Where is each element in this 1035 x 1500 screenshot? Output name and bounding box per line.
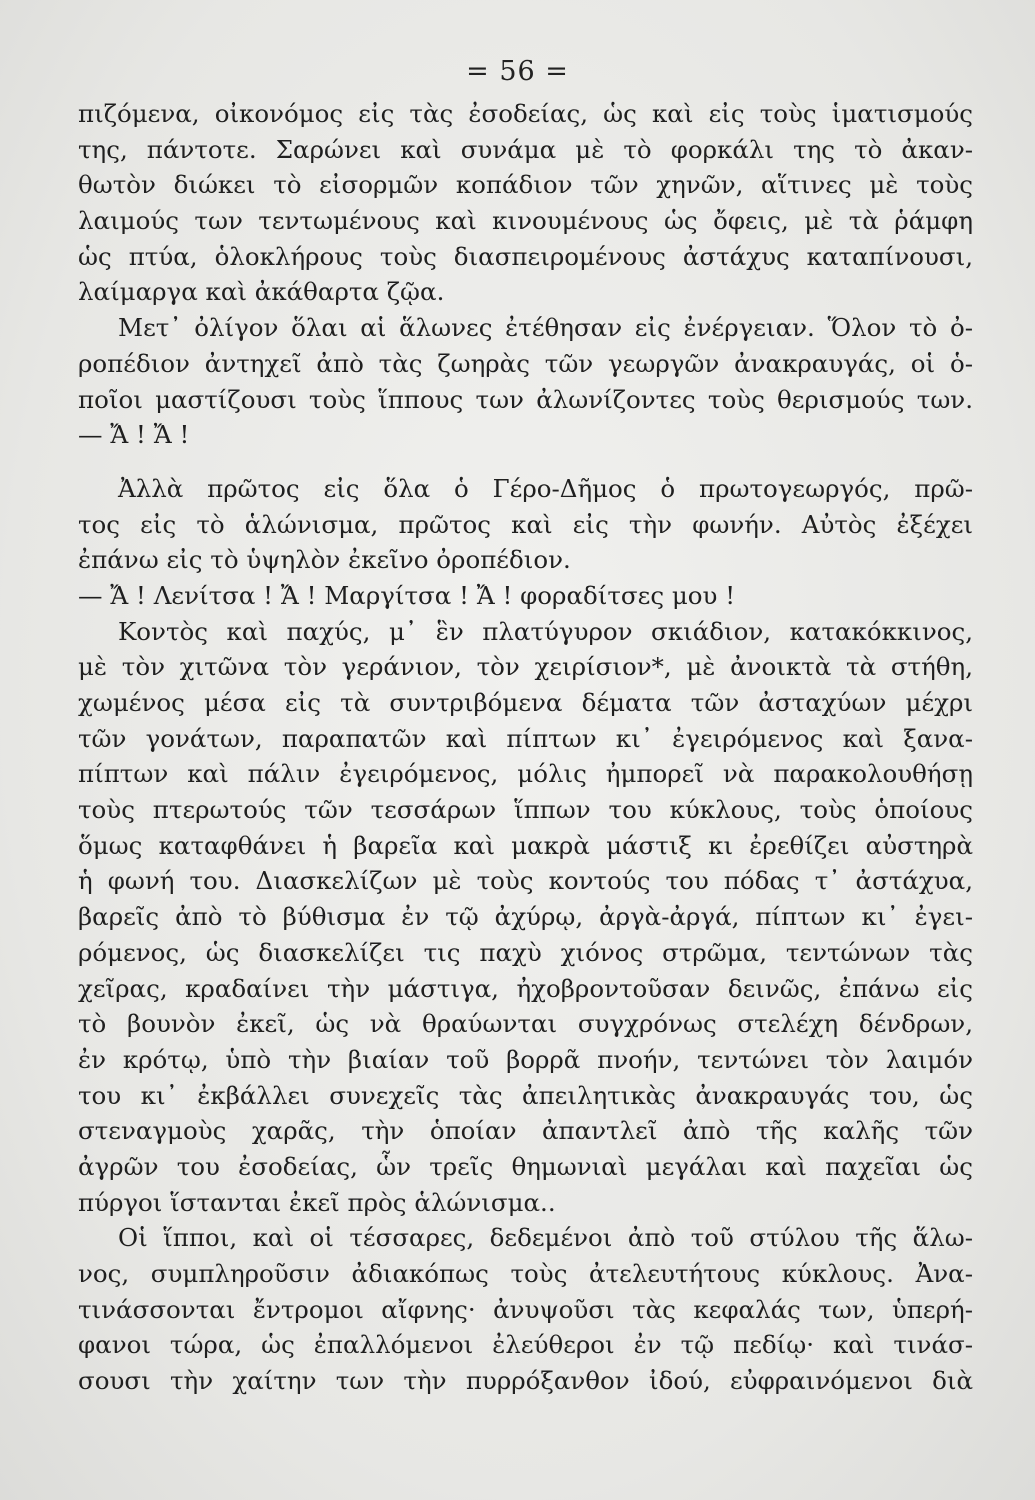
text-line: Μετ᾽ ὀλίγον ὅλαι αἱ ἅλωνες ἐτέθησαν εἰς ἐνέργειαν. Ὅλον τὸ ὀ- — [118, 313, 973, 343]
text-line: ρόμενος, ὡς διασκελίζει τις παχὺ χιόνος στρῶμα, τεντώνων τὰς — [78, 937, 973, 967]
text-line: ροπέδιον ἀντηχεῖ ἀπὸ τὰς ζωηρὰς τῶν γεωργῶν ἀνακραυγάς, οἱ ὁ- — [78, 348, 973, 378]
text-line: ἀγρῶν του ἐσοδείας, ὧν τρεῖς θημωνιαὶ μεγάλαι καὶ παχεῖαι ὡς — [78, 1151, 973, 1181]
text-line: βαρεῖς ἀπὸ τὸ βύθισμα ἐν τῷ ἀχύρῳ, ἀργὰ-ἀργά, πίπτων κι᾽ ἐγει- — [78, 902, 973, 932]
text-line: στεναγμοὺς χαρᾶς, τὴν ὁποίαν ἀπαντλεῖ ἀπὸ τῆς καλῆς τῶν — [78, 1116, 973, 1146]
text-line: λαιμούς των τεντωμένους καὶ κινουμένους ὡς ὄφεις, μὲ τὰ ῥάμφη — [78, 206, 973, 236]
text-line: πίπτων καὶ πάλιν ἐγειρόμενος, μόλις ἠμπορεῖ νὰ παρακολουθήσῃ — [78, 759, 973, 789]
text-line: Ἀλλὰ πρῶτος εἰς ὅλα ὁ Γέρο-Δῆμος ὁ πρωτογεωργός, πρῶ- — [118, 473, 973, 503]
text-line: ὅμως καταφθάνει ἡ βαρεῖα καὶ μακρὰ μάστιξ κι ἐρεθίζει αὐστηρὰ — [78, 830, 973, 860]
text-line: τινάσσονται ἔντρομοι αἴφνης· ἀνυψοῦσι τὰς κεφαλάς των, ὑπερή- — [78, 1294, 973, 1324]
text-line: χεῖρας, κραδαίνει τὴν μάστιγα, ἠχοβροντοῦσαν δεινῶς, ἐπάνω εἰς — [78, 973, 973, 1003]
text-line: τος εἰς τὸ ἁλώνισμα, πρῶτος καὶ εἰς τὴν φωνήν. Αὐτὸς ἐξέχει — [78, 509, 973, 539]
text-line: του κι᾽ ἐκβάλλει συνεχεῖς τὰς ἀπειλητικὰς ἀνακραυγάς του, ὡς — [78, 1080, 973, 1110]
text-line: ἡ φωνή του. Διασκελίζων μὲ τοὺς κοντούς του πόδας τ᾽ ἀστάχυα, — [78, 866, 973, 896]
text-line: Κοντὸς καὶ παχύς, μ᾽ ἓν πλατύγυρον σκιάδιον, κατακόκκινος, — [118, 616, 973, 646]
text-line: τὸ βουνὸν ἐκεῖ, ὡς νὰ θραύωνται συγχρόνως στελέχη δένδρων, — [78, 1009, 973, 1039]
text-line: τοὺς πτερωτούς τῶν τεσσάρων ἵππων του κύκλους, τοὺς ὁποίους — [78, 795, 973, 825]
text-line: σουσι τὴν χαίτην των τὴν πυρρόξανθον ἰδού, εὐφραινόμενοι διὰ — [78, 1366, 973, 1396]
dialogue-line: — Ἄ ! Ἄ ! — [78, 420, 190, 450]
text-line: μὲ τὸν χιτῶνα τὸν γεράνιον, τὸν χειρίσιον*, μὲ ἀνοικτὰ τὰ στήθη, — [78, 652, 973, 682]
dialogue-line: — Ἄ ! Λενίτσα ! Ἄ ! Μαργίτσα ! Ἄ ! φοραδίτσες μου ! — [78, 580, 736, 610]
text-line: χωμένος μέσα εἰς τὰ συντριβόμενα δέματα τῶν ἀσταχύων μέχρι — [78, 688, 973, 717]
text-line: ὡς πτύα, ὁλοκλήρους τοὺς διασπειρομένους ἀστάχυς καταπίνουσι, — [78, 241, 973, 271]
text-line: νος, συμπληροῦσιν ἀδιακόπως τοὺς ἀτελευτήτους κύκλους. Ἀνα- — [78, 1259, 973, 1288]
text-line: Οἱ ἵπποι, καὶ οἱ τέσσαρες, δεδεμένοι ἀπὸ τοῦ στύλου τῆς ἅλω- — [118, 1223, 973, 1253]
text-line: λαίμαργα καὶ ἀκάθαρτα ζῷα. — [78, 277, 445, 307]
text-line: ποῖοι μαστίζουσι τοὺς ἵππους των ἀλωνίζοντες τοὺς θερισμούς των. — [78, 384, 973, 414]
text-line: της, πάντοτε. Σαρώνει καὶ συνάμα μὲ τὸ φορκάλι της τὸ ἀκαν- — [78, 134, 973, 164]
paragraph-gap — [78, 453, 973, 471]
page-number: = 56 = — [466, 56, 569, 87]
text-line: ἐπάνω εἰς τὸ ὑψηλὸν ἐκεῖνο ὀροπέδιον. — [78, 545, 571, 575]
text-line: φανοι τώρα, ὡς ἐπαλλόμενοι ἐλεύθεροι ἐν τῷ πεδίῳ· καὶ τινάσ- — [78, 1330, 973, 1360]
text-line: πύργοι ἵστανται ἐκεῖ πρὸς ἁλώνισμα.. — [78, 1187, 556, 1217]
body-text — [78, 96, 973, 1399]
text-line: θωτὸν διώκει τὸ εἰσορμῶν κοπάδιον τῶν χηνῶν, αἵτινες μὲ τοὺς — [78, 170, 973, 200]
text-line: ἐν κρότῳ, ὑπὸ τὴν βιαίαν τοῦ βορρᾶ πνοήν, τεντώνει τὸν λαιμόν — [78, 1044, 973, 1074]
text-line: τῶν γονάτων, παραπατῶν καὶ πίπτων κι᾽ ἐγειρόμενος καὶ ξανα- — [78, 723, 973, 753]
text-line: πιζόμενα, οἰκονόμος εἰς τὰς ἐσοδείας, ὡς καὶ εἰς τοὺς ἱματισμούς — [78, 99, 973, 128]
